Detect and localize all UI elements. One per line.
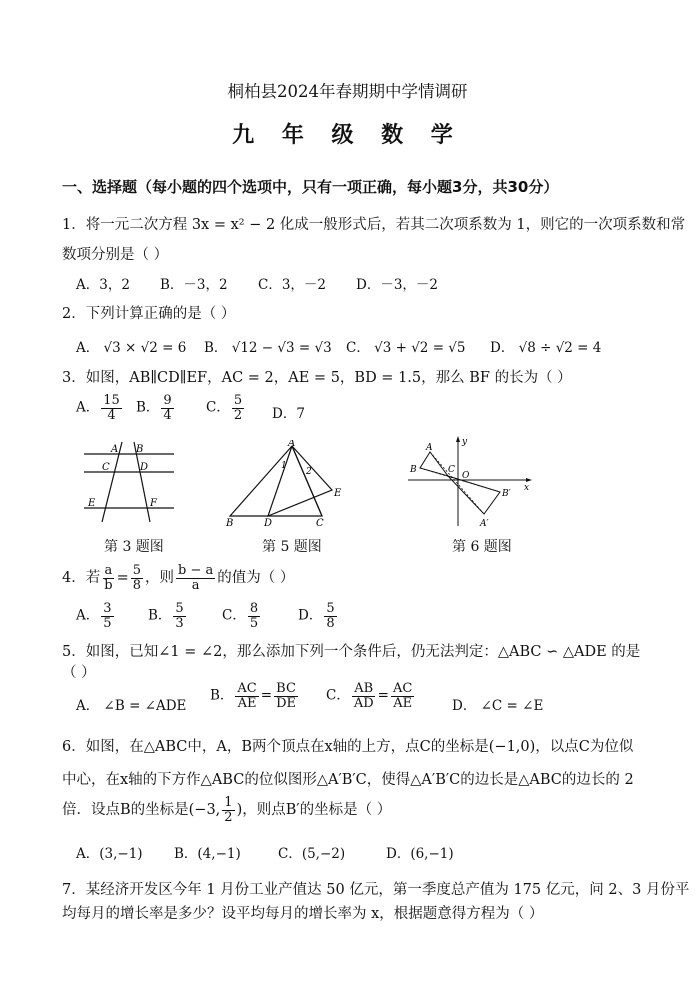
fraction-numerator: AC (392, 681, 413, 696)
q3-option-b-label: B． (136, 399, 160, 416)
q4-option-b (148, 602, 188, 630)
q1-option-a: A．3，2 (76, 277, 130, 293)
q5-option-c-label: C． (326, 687, 350, 704)
q4-option-a-label: A． (76, 607, 100, 624)
fraction-numerator: 5 (175, 601, 184, 616)
figure-5 (224, 440, 350, 530)
triangle-ade (268, 446, 332, 516)
q4-option-b-label: B． (148, 607, 172, 624)
figure-3-caption: 第 3 题图 (104, 539, 164, 555)
q6-option-c: C．(5,−2) (278, 846, 346, 862)
q6-option-b: B．(4,−1) (174, 846, 241, 862)
q1-option-b: B．－3，2 (160, 277, 228, 293)
q3-option-a-fraction (101, 394, 122, 422)
fig5-angle-2: 2 (306, 467, 312, 477)
q2-line1: 2．下列计算正确的是（ ） (62, 306, 236, 322)
q3-option-c-label: C． (206, 399, 230, 416)
q5-option-c-equals: = (377, 687, 389, 704)
section-heading: 一、选择题（每小题的四个选项中，只有一项正确，每小题3分，共30分） (62, 178, 559, 196)
figure-5-caption: 第 5 题图 (262, 539, 322, 555)
exam-header: 桐柏县2024年春期期中学情调研 (227, 82, 468, 101)
fraction-numerator: BC (276, 681, 296, 696)
figure-6-caption: 第 6 题图 (452, 539, 512, 555)
q2-option-d: D． √8 ÷ √2 = 4 (490, 340, 602, 356)
q5-option-b-equals: = (260, 687, 273, 704)
fraction-denominator: AE (237, 695, 257, 711)
q1-option-c: C．3，－2 (258, 277, 327, 293)
q2-option-c: C． √3 + √2 = √5 (346, 340, 466, 356)
q5-line2: （ ） (62, 665, 96, 681)
fig3-label-c: C (102, 462, 110, 473)
q6-option-d: D．(6,−1) (386, 846, 454, 862)
fraction-denominator: 3 (175, 615, 184, 631)
fraction-numerator: 3 (103, 601, 112, 616)
q5-option-a: A． ∠B = ∠ADE (76, 698, 187, 714)
fig3-label-d: D (140, 462, 149, 473)
figure-3 (84, 440, 174, 530)
q4-option-a-fraction (101, 602, 113, 630)
triangle-abc-small (420, 452, 448, 476)
q3-option-a (76, 394, 124, 422)
q6-line3 (62, 796, 391, 824)
fig6-label-a: A (426, 443, 433, 453)
q6-line2: 中心，在x轴的下方作△ABC的位似图形△A′B′C，使得△A′B′C的边长是△ABC的边长的 2 (62, 772, 634, 788)
x-axis-arrow (526, 478, 532, 482)
q2-option-a: A． √3 × √2 = 6 (76, 340, 187, 356)
fig5-label-a: A (288, 440, 296, 449)
fig5-label-b: B (226, 518, 234, 529)
fig5-label-e: E (334, 488, 342, 499)
triangle-abc-image (448, 476, 500, 514)
fraction-numerator: AB (354, 681, 374, 696)
q4-given-value (131, 564, 143, 592)
figure-6 (404, 434, 534, 532)
q3-option-d-label: D． (272, 406, 297, 422)
q6-option-a: A．(3,−1) (76, 846, 143, 862)
fraction-numerator: 15 (103, 393, 120, 408)
q5-option-b-left (235, 682, 258, 710)
fraction-numerator: a (104, 563, 113, 578)
fraction-denominator: 5 (249, 615, 259, 631)
fig6-label-o: O (462, 471, 470, 481)
fig5-angle-1: 1 (281, 461, 287, 471)
q5-option-b-label: B． (210, 687, 234, 704)
q7-line1: 7．某经济开发区今年 1 月份工业产值达 50 亿元，第一季度总产值为 175 亿元，问 2、3 月份平 (62, 882, 690, 898)
q4-option-a (76, 602, 116, 630)
q5-option-c-left (352, 682, 376, 710)
q3-option-b-fraction (161, 394, 173, 422)
q2-option-b: B． √12 − √3 = √3 (204, 340, 332, 356)
q1-option-d: D．－3，－2 (356, 277, 439, 293)
q4-given-ratio (102, 564, 114, 592)
fraction-denominator: 4 (163, 407, 172, 423)
q6-line3-end: )，则点B′的坐标是（ ） (236, 802, 392, 819)
fraction-denominator: 4 (107, 407, 116, 423)
fraction-numerator: 5 (132, 563, 141, 578)
q7-line2: 均每月的增长率是多少？设平均每月的增长率为 x，根据题意得方程为（ ） (62, 906, 544, 922)
q1-line2: 数项分别是（ ） (62, 247, 169, 263)
fraction-denominator: AD (353, 695, 374, 711)
fraction-numerator: AC (237, 681, 257, 696)
fraction-denominator: 2 (233, 407, 243, 423)
y-axis-arrow (456, 436, 460, 442)
fraction-numerator: 5 (326, 601, 335, 616)
q5-option-c (326, 682, 416, 710)
q4-stem (62, 564, 294, 592)
q4-expression (176, 564, 215, 592)
fraction-denominator: 2 (224, 809, 233, 825)
q4-option-c-label: C． (222, 607, 246, 624)
fig5-label-c: C (316, 518, 324, 529)
fraction-denominator: AE (393, 695, 413, 711)
fraction-denominator: b (104, 577, 113, 593)
q5-option-b (210, 682, 300, 710)
q5-option-b-right (274, 682, 298, 710)
q4-option-c-fraction (248, 602, 260, 630)
q3-option-a-label: A． (76, 399, 100, 416)
q4-suffix: 的值为（ ） (217, 570, 295, 587)
ray-a-a-prime (430, 452, 484, 514)
q4-option-d (298, 602, 339, 630)
q6-point-b-y (222, 796, 234, 824)
q3-option-c-fraction (232, 394, 244, 422)
fraction-denominator: DE (276, 695, 296, 711)
q3-option-d-value: 7 (296, 406, 305, 422)
fraction-numerator: b − a (178, 563, 214, 578)
q3-option-b (136, 394, 176, 422)
fig3-label-e: E (88, 498, 96, 509)
fraction-denominator: 8 (326, 615, 335, 631)
fig6-label-a-prime: A′ (480, 519, 489, 529)
fraction-denominator: 8 (132, 577, 141, 593)
q3-option-d (272, 402, 305, 422)
fraction-denominator: a (191, 577, 200, 593)
q4-option-d-label: D． (298, 607, 323, 624)
fraction-denominator: 5 (103, 615, 112, 631)
q6-line3-start: 倍．设点B的坐标是(−3, (62, 802, 221, 819)
q4-option-b-fraction (173, 602, 185, 630)
fraction-numerator: 9 (163, 393, 172, 408)
q5-option-d: D． ∠C = ∠E (452, 698, 544, 714)
q1-line1: 1．将一元二次方程 3x = x² − 2 化成一般形式后，若其二次项系数为 1，则它的一次项系数和常 (62, 217, 686, 233)
q3-option-c (206, 394, 246, 422)
q5-line1: 5．如图，已知∠1 = ∠2，那么添加下列一个条件后，仍无法判定：△ABC ∽ △ADE 的是 (62, 644, 641, 660)
fig3-label-b: B (136, 444, 144, 455)
q6-line1: 6．如图，在△ABC中，A，B两个顶点在x轴的上方，点C的坐标是(−1,0)，以点C为位似 (62, 739, 634, 755)
fig3-label-a: A (111, 444, 119, 455)
fig6-label-b-prime: B′ (502, 489, 511, 499)
fig6-label-y: y (462, 437, 468, 447)
q3-line1: 3．如图，AB∥CD∥EF，AC = 2，AE = 5，BD = 1.5，那么 BF 的长为（ ） (62, 370, 572, 386)
fig6-label-x: x (524, 483, 530, 493)
page-title: 九 年 级 数 学 (232, 123, 463, 148)
q4-option-c (222, 602, 262, 630)
fig5-label-d: D (264, 518, 273, 529)
q4-equals: = (116, 570, 129, 587)
fraction-numerator: 5 (233, 393, 243, 408)
triangle-abc (230, 446, 322, 516)
fraction-numerator: 8 (249, 601, 259, 616)
fraction-numerator: 1 (224, 795, 233, 810)
fig6-label-c: C (448, 465, 455, 475)
segment-ac (292, 446, 322, 516)
q4-prefix: 4．若 (62, 570, 101, 587)
q4-option-d-fraction (324, 602, 336, 630)
fig3-label-f: F (150, 498, 157, 509)
fig6-label-b: B (410, 465, 417, 475)
q4-then: ，则 (145, 570, 174, 587)
q5-option-c-right (391, 682, 414, 710)
